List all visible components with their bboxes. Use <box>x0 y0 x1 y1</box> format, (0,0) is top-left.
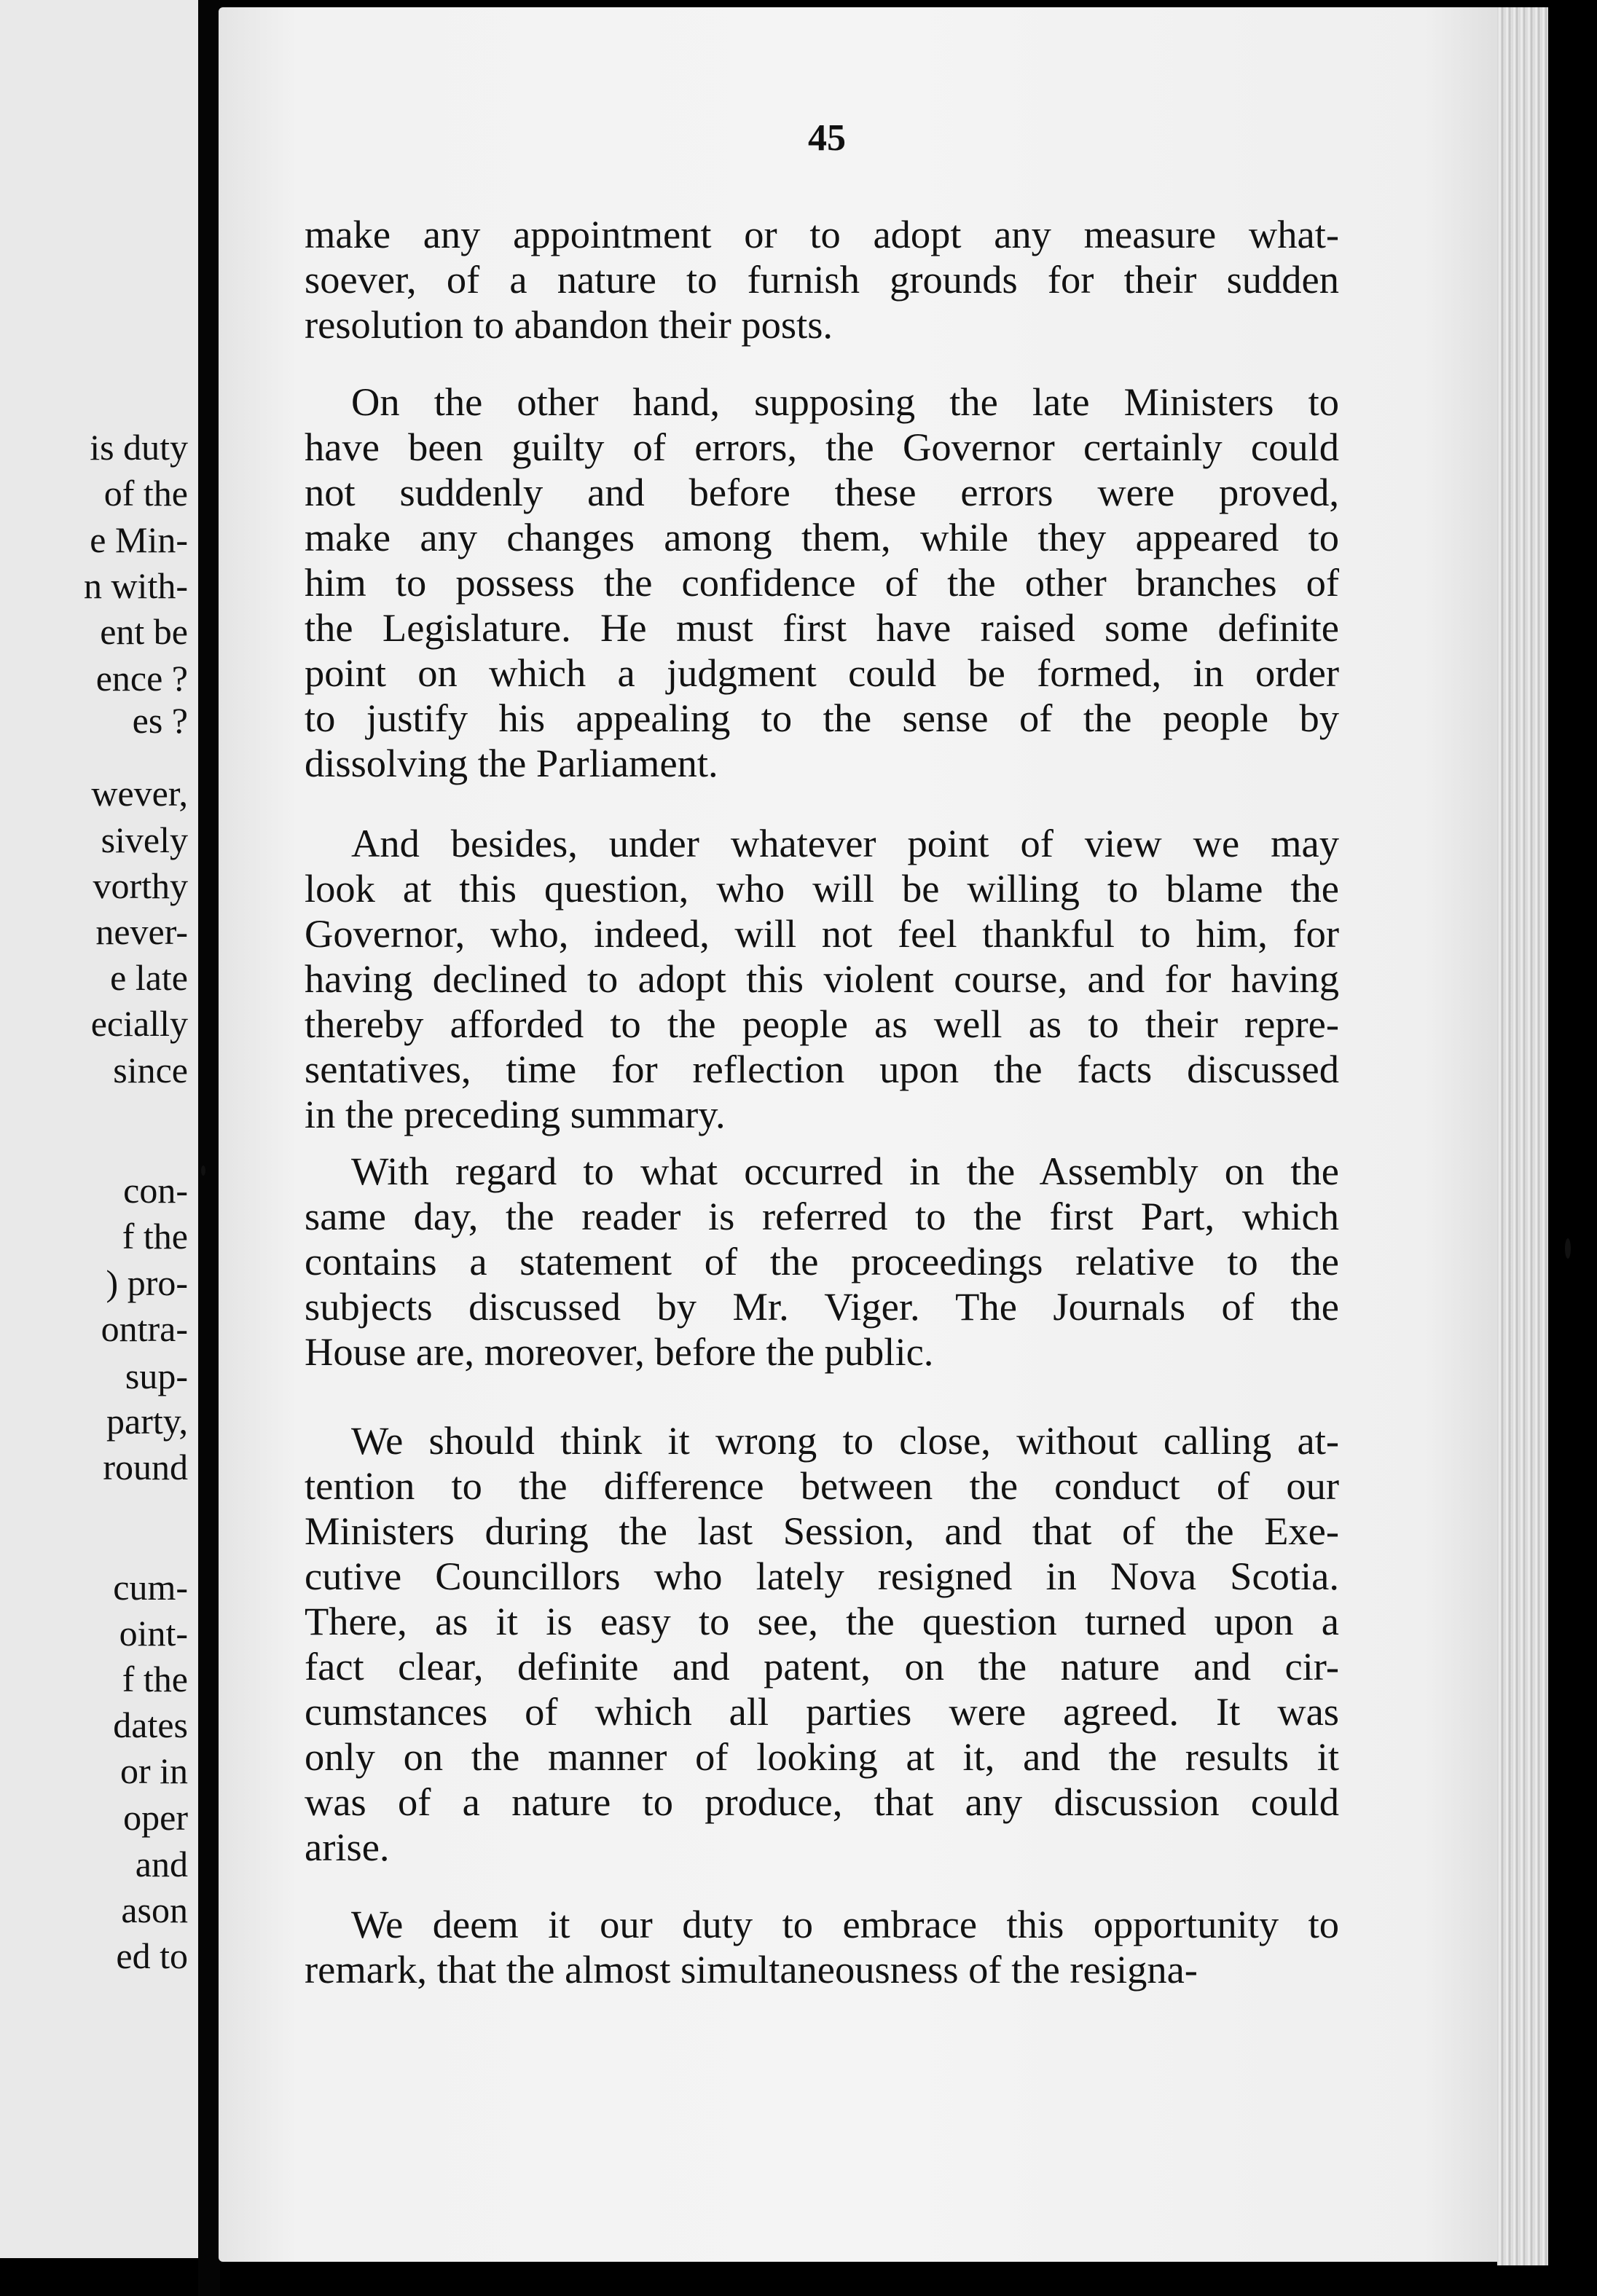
left-page-fragment: party, <box>106 1401 188 1442</box>
left-page-fragment: ence ? <box>95 658 188 699</box>
book-gutter <box>198 0 220 2296</box>
scan-speck <box>201 1165 205 1176</box>
left-page-fragment: ecially <box>90 1003 188 1044</box>
left-page-fragment: f the <box>122 1216 188 1257</box>
text-line: House are, moreover, before the public. <box>305 1329 934 1374</box>
left-page-fragment: of the <box>103 473 188 514</box>
text-line: have been guilty of errors, the Governor certainly could <box>305 425 1339 469</box>
left-page-fragment: oper <box>123 1797 188 1838</box>
text-line: look at this question, who will be willing to blame the <box>305 866 1339 911</box>
text-line: cumstances of which all parties were agreed. It was <box>305 1689 1339 1734</box>
text-line: having declined to adopt this violent course, and for having <box>305 956 1339 1001</box>
text-line: the Legislature. He must first have raised some definite <box>305 605 1339 650</box>
text-line: tention to the difference between the conduct of our <box>305 1463 1339 1508</box>
text-line: soever, of a nature to furnish grounds for their sudden <box>305 257 1339 302</box>
text-line: fact clear, definite and patent, on the nature and cir- <box>305 1644 1339 1688</box>
text-line: only on the manner of looking at it, and the results it <box>305 1734 1339 1779</box>
left-page-fragment: and <box>135 1844 188 1884</box>
left-page-fragment: f the <box>122 1659 188 1699</box>
text-line: There, as it is easy to see, the question turned upon a <box>305 1599 1339 1643</box>
text-line: point on which a judgment could be formed, in order <box>305 650 1339 695</box>
left-facing-page <box>0 0 198 2258</box>
left-page-fragment: con- <box>123 1170 188 1211</box>
left-page-fragment: cum- <box>113 1567 188 1608</box>
text-line: dissolving the Parliament. <box>305 741 718 785</box>
left-page-fragment: ason <box>121 1890 188 1930</box>
text-line: contains a statement of the proceedings relative to the <box>305 1239 1339 1283</box>
text-line: him to possess the confidence of the other branches of <box>305 560 1339 605</box>
text-line: same day, the reader is referred to the first Part, which <box>305 1194 1339 1238</box>
left-page-fragment: es ? <box>132 700 188 741</box>
text-line: resolution to abandon their posts. <box>305 302 833 347</box>
text-line: was of a nature to produce, that any discussion could <box>305 1780 1339 1824</box>
left-page-fragment: since <box>113 1050 188 1090</box>
text-line: On the other hand, supposing the late Ministers to <box>351 380 1339 424</box>
left-page-fragment: vorthy <box>93 865 188 906</box>
page-number: 45 <box>808 117 846 159</box>
left-page-fragment: oint- <box>119 1613 188 1654</box>
left-page-fragment: never- <box>95 911 188 952</box>
text-line: We should think it wrong to close, without calling at- <box>351 1418 1339 1463</box>
left-page-fragment: sup- <box>125 1356 188 1396</box>
text-line: We deem it our duty to embrace this opportunity to <box>351 1902 1339 1946</box>
text-line: And besides, under whatever point of view we may <box>351 821 1339 865</box>
text-line: in the preceding summary. <box>305 1092 726 1136</box>
text-line: to justify his appealing to the sense of the people by <box>305 696 1339 740</box>
text-line: make any changes among them, while they appeared to <box>305 515 1339 559</box>
text-line: sentatives, time for reflection upon the facts discussed <box>305 1047 1339 1091</box>
left-page-fragment: ed to <box>116 1935 188 1976</box>
left-page-fragment: or in <box>119 1750 188 1791</box>
left-page-fragment: sively <box>101 819 188 860</box>
left-page-fragment: ent be <box>100 611 188 652</box>
left-page-fragment: n with- <box>83 565 188 606</box>
text-line: remark, that the almost simultaneousness of the resigna- <box>305 1947 1198 1992</box>
text-line: thereby afforded to the people as well as to their repre- <box>305 1002 1339 1046</box>
scan-speck <box>1565 1238 1571 1259</box>
text-line: not suddenly and before these errors were proved, <box>305 470 1339 514</box>
page-edges <box>1497 7 1548 2265</box>
text-line: Ministers during the last Session, and that of the Exe- <box>305 1509 1339 1553</box>
text-line: subjects discussed by Mr. Viger. The Journals of the <box>305 1284 1339 1329</box>
left-page-fragment: dates <box>113 1705 188 1745</box>
left-page-fragment: wever, <box>91 773 188 814</box>
text-line: arise. <box>305 1825 390 1869</box>
left-page-fragment: ontra- <box>101 1308 188 1349</box>
left-page-fragment: round <box>103 1447 188 1487</box>
text-line: With regard to what occurred in the Assembly on the <box>351 1149 1339 1193</box>
text-line: cutive Councillors who lately resigned in Nova Scotia. <box>305 1554 1339 1598</box>
text-line: make any appointment or to adopt any measure what- <box>305 212 1339 256</box>
left-page-fragment: is duty <box>90 427 188 468</box>
left-page-fragment: e Min- <box>90 519 188 560</box>
left-page-fragment: ) pro- <box>106 1262 188 1303</box>
left-page-fragment: e late <box>110 957 188 998</box>
text-line: Governor, who, indeed, will not feel thankful to him, for <box>305 911 1339 956</box>
